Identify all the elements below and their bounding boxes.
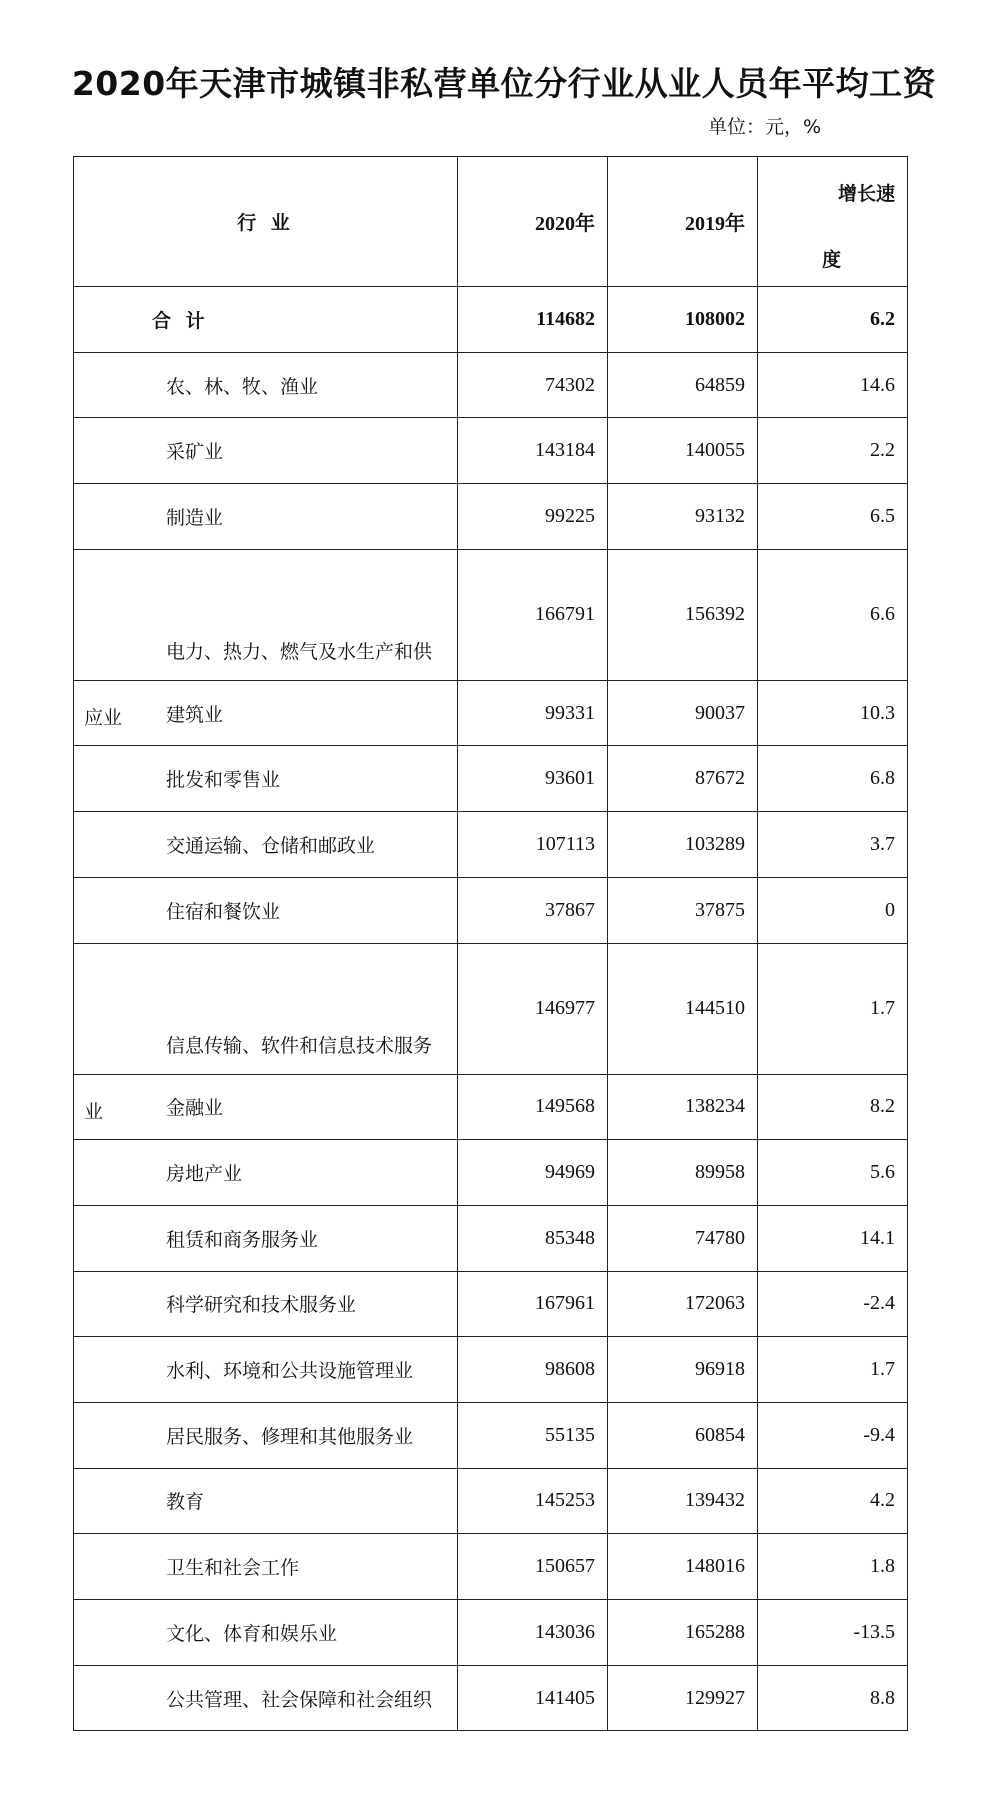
header-2020: 2020年 (458, 157, 608, 287)
growth-rate: 5.6 (758, 1140, 908, 1206)
page-title: 2020年天津市城镇非私营单位分行业从业人员年平均工资 (71, 64, 937, 103)
value-2019: 140055 (608, 418, 758, 484)
value-2020: 107113 (458, 812, 608, 878)
table-row (74, 812, 908, 878)
table-row (74, 877, 908, 943)
industry-name: 公共管理、社会保障和社会组织 (74, 1665, 458, 1731)
industry-name: 文化、体育和娱乐业 (74, 1600, 458, 1666)
value-2020: 143184 (458, 418, 608, 484)
growth-rate: 6.5 (758, 484, 908, 550)
value-2019: 165288 (608, 1600, 758, 1666)
table-row (74, 1140, 908, 1206)
table-row (74, 549, 908, 680)
growth-rate: 1.7 (758, 1337, 908, 1403)
value-2020: 94969 (458, 1140, 608, 1206)
value-2019: 96918 (608, 1337, 758, 1403)
total-2019: 108002 (608, 287, 758, 353)
value-2020: 93601 (458, 746, 608, 812)
industry-name: 科学研究和技术服务业 (74, 1271, 458, 1337)
value-2020: 37867 (458, 877, 608, 943)
industry-name: 批发和零售业 (74, 746, 458, 812)
value-2020: 166791 (458, 549, 608, 680)
industry-name-line1: 信息传输、软件和信息技术服务 (166, 1034, 433, 1057)
header-growth-line2: 度 (822, 249, 842, 271)
header-2019: 2019年 (608, 157, 758, 287)
total-growth: 6.2 (758, 287, 908, 353)
industry-name: 制造业 (74, 484, 458, 550)
table-row (74, 418, 908, 484)
growth-rate: -13.5 (758, 1600, 908, 1666)
value-2020: 141405 (458, 1665, 608, 1731)
value-2020: 99331 (458, 680, 608, 746)
value-2019: 60854 (608, 1402, 758, 1468)
table-header-row (74, 157, 908, 287)
value-2019: 64859 (608, 352, 758, 418)
industry-name-line2: 应业 (84, 706, 123, 729)
table-row (74, 746, 908, 812)
unit-label: 单位：元，% (708, 116, 822, 138)
value-2019: 148016 (608, 1534, 758, 1600)
total-label: 合 计 (74, 287, 458, 353)
value-2019: 93132 (608, 484, 758, 550)
industry-name: 农、林、牧、渔业 (74, 352, 458, 418)
table-row (74, 1074, 908, 1140)
industry-name: 交通运输、仓储和邮政业 (74, 812, 458, 878)
industry-name: 金融业 (74, 1074, 458, 1140)
total-row (74, 287, 908, 353)
value-2019: 87672 (608, 746, 758, 812)
growth-rate: 1.8 (758, 1534, 908, 1600)
value-2019: 156392 (608, 549, 758, 680)
value-2020: 74302 (458, 352, 608, 418)
table-row (74, 1337, 908, 1403)
value-2020: 85348 (458, 1205, 608, 1271)
table-row (74, 1534, 908, 1600)
industry-name-line2: 业 (84, 1100, 104, 1123)
value-2019: 129927 (608, 1665, 758, 1731)
value-2019: 74780 (608, 1205, 758, 1271)
industry-name: 教育 (74, 1468, 458, 1534)
growth-rate: 4.2 (758, 1468, 908, 1534)
value-2020: 150657 (458, 1534, 608, 1600)
header-industry: 行 业 (74, 157, 458, 287)
value-2019: 90037 (608, 680, 758, 746)
value-2020: 146977 (458, 943, 608, 1074)
value-2020: 98608 (458, 1337, 608, 1403)
value-2020: 149568 (458, 1074, 608, 1140)
growth-rate: 2.2 (758, 418, 908, 484)
value-2020: 167961 (458, 1271, 608, 1337)
growth-rate: 14.1 (758, 1205, 908, 1271)
growth-rate: 8.8 (758, 1665, 908, 1731)
table-row (74, 943, 908, 1074)
table-row (74, 484, 908, 550)
table-row (74, 1468, 908, 1534)
table-row (74, 352, 908, 418)
industry-name: 居民服务、修理和其他服务业 (74, 1402, 458, 1468)
table-row (74, 1402, 908, 1468)
value-2020: 143036 (458, 1600, 608, 1666)
table-row (74, 1271, 908, 1337)
industry-name: 租赁和商务服务业 (74, 1205, 458, 1271)
growth-rate: 8.2 (758, 1074, 908, 1140)
growth-rate: 10.3 (758, 680, 908, 746)
industry-name: 水利、环境和公共设施管理业 (74, 1337, 458, 1403)
value-2019: 89958 (608, 1140, 758, 1206)
value-2019: 138234 (608, 1074, 758, 1140)
table-row (74, 680, 908, 746)
value-2019: 144510 (608, 943, 758, 1074)
growth-rate: 1.7 (758, 943, 908, 1074)
value-2019: 139432 (608, 1468, 758, 1534)
growth-rate: -2.4 (758, 1271, 908, 1337)
value-2019: 172063 (608, 1271, 758, 1337)
table-row (74, 1600, 908, 1666)
growth-rate: 0 (758, 877, 908, 943)
growth-rate: 14.6 (758, 352, 908, 418)
value-2019: 103289 (608, 812, 758, 878)
header-growth-line1: 增长速 (837, 183, 895, 205)
growth-rate: 6.6 (758, 549, 908, 680)
industry-name-line1: 电力、热力、燃气及水生产和供 (166, 640, 433, 663)
header-growth (758, 157, 908, 287)
growth-rate: 3.7 (758, 812, 908, 878)
value-2020: 145253 (458, 1468, 608, 1534)
value-2020: 55135 (458, 1402, 608, 1468)
industry-name: 卫生和社会工作 (74, 1534, 458, 1600)
table-row (74, 1205, 908, 1271)
industry-name: 房地产业 (74, 1140, 458, 1206)
total-2020: 114682 (458, 287, 608, 353)
industry-name: 住宿和餐饮业 (74, 877, 458, 943)
industry-name: 采矿业 (74, 418, 458, 484)
growth-rate: -9.4 (758, 1402, 908, 1468)
value-2019: 37875 (608, 877, 758, 943)
growth-rate: 6.8 (758, 746, 908, 812)
table-row (74, 1665, 908, 1731)
value-2020: 99225 (458, 484, 608, 550)
industry-name: 建筑业 (74, 680, 458, 746)
wage-table (73, 156, 908, 1731)
